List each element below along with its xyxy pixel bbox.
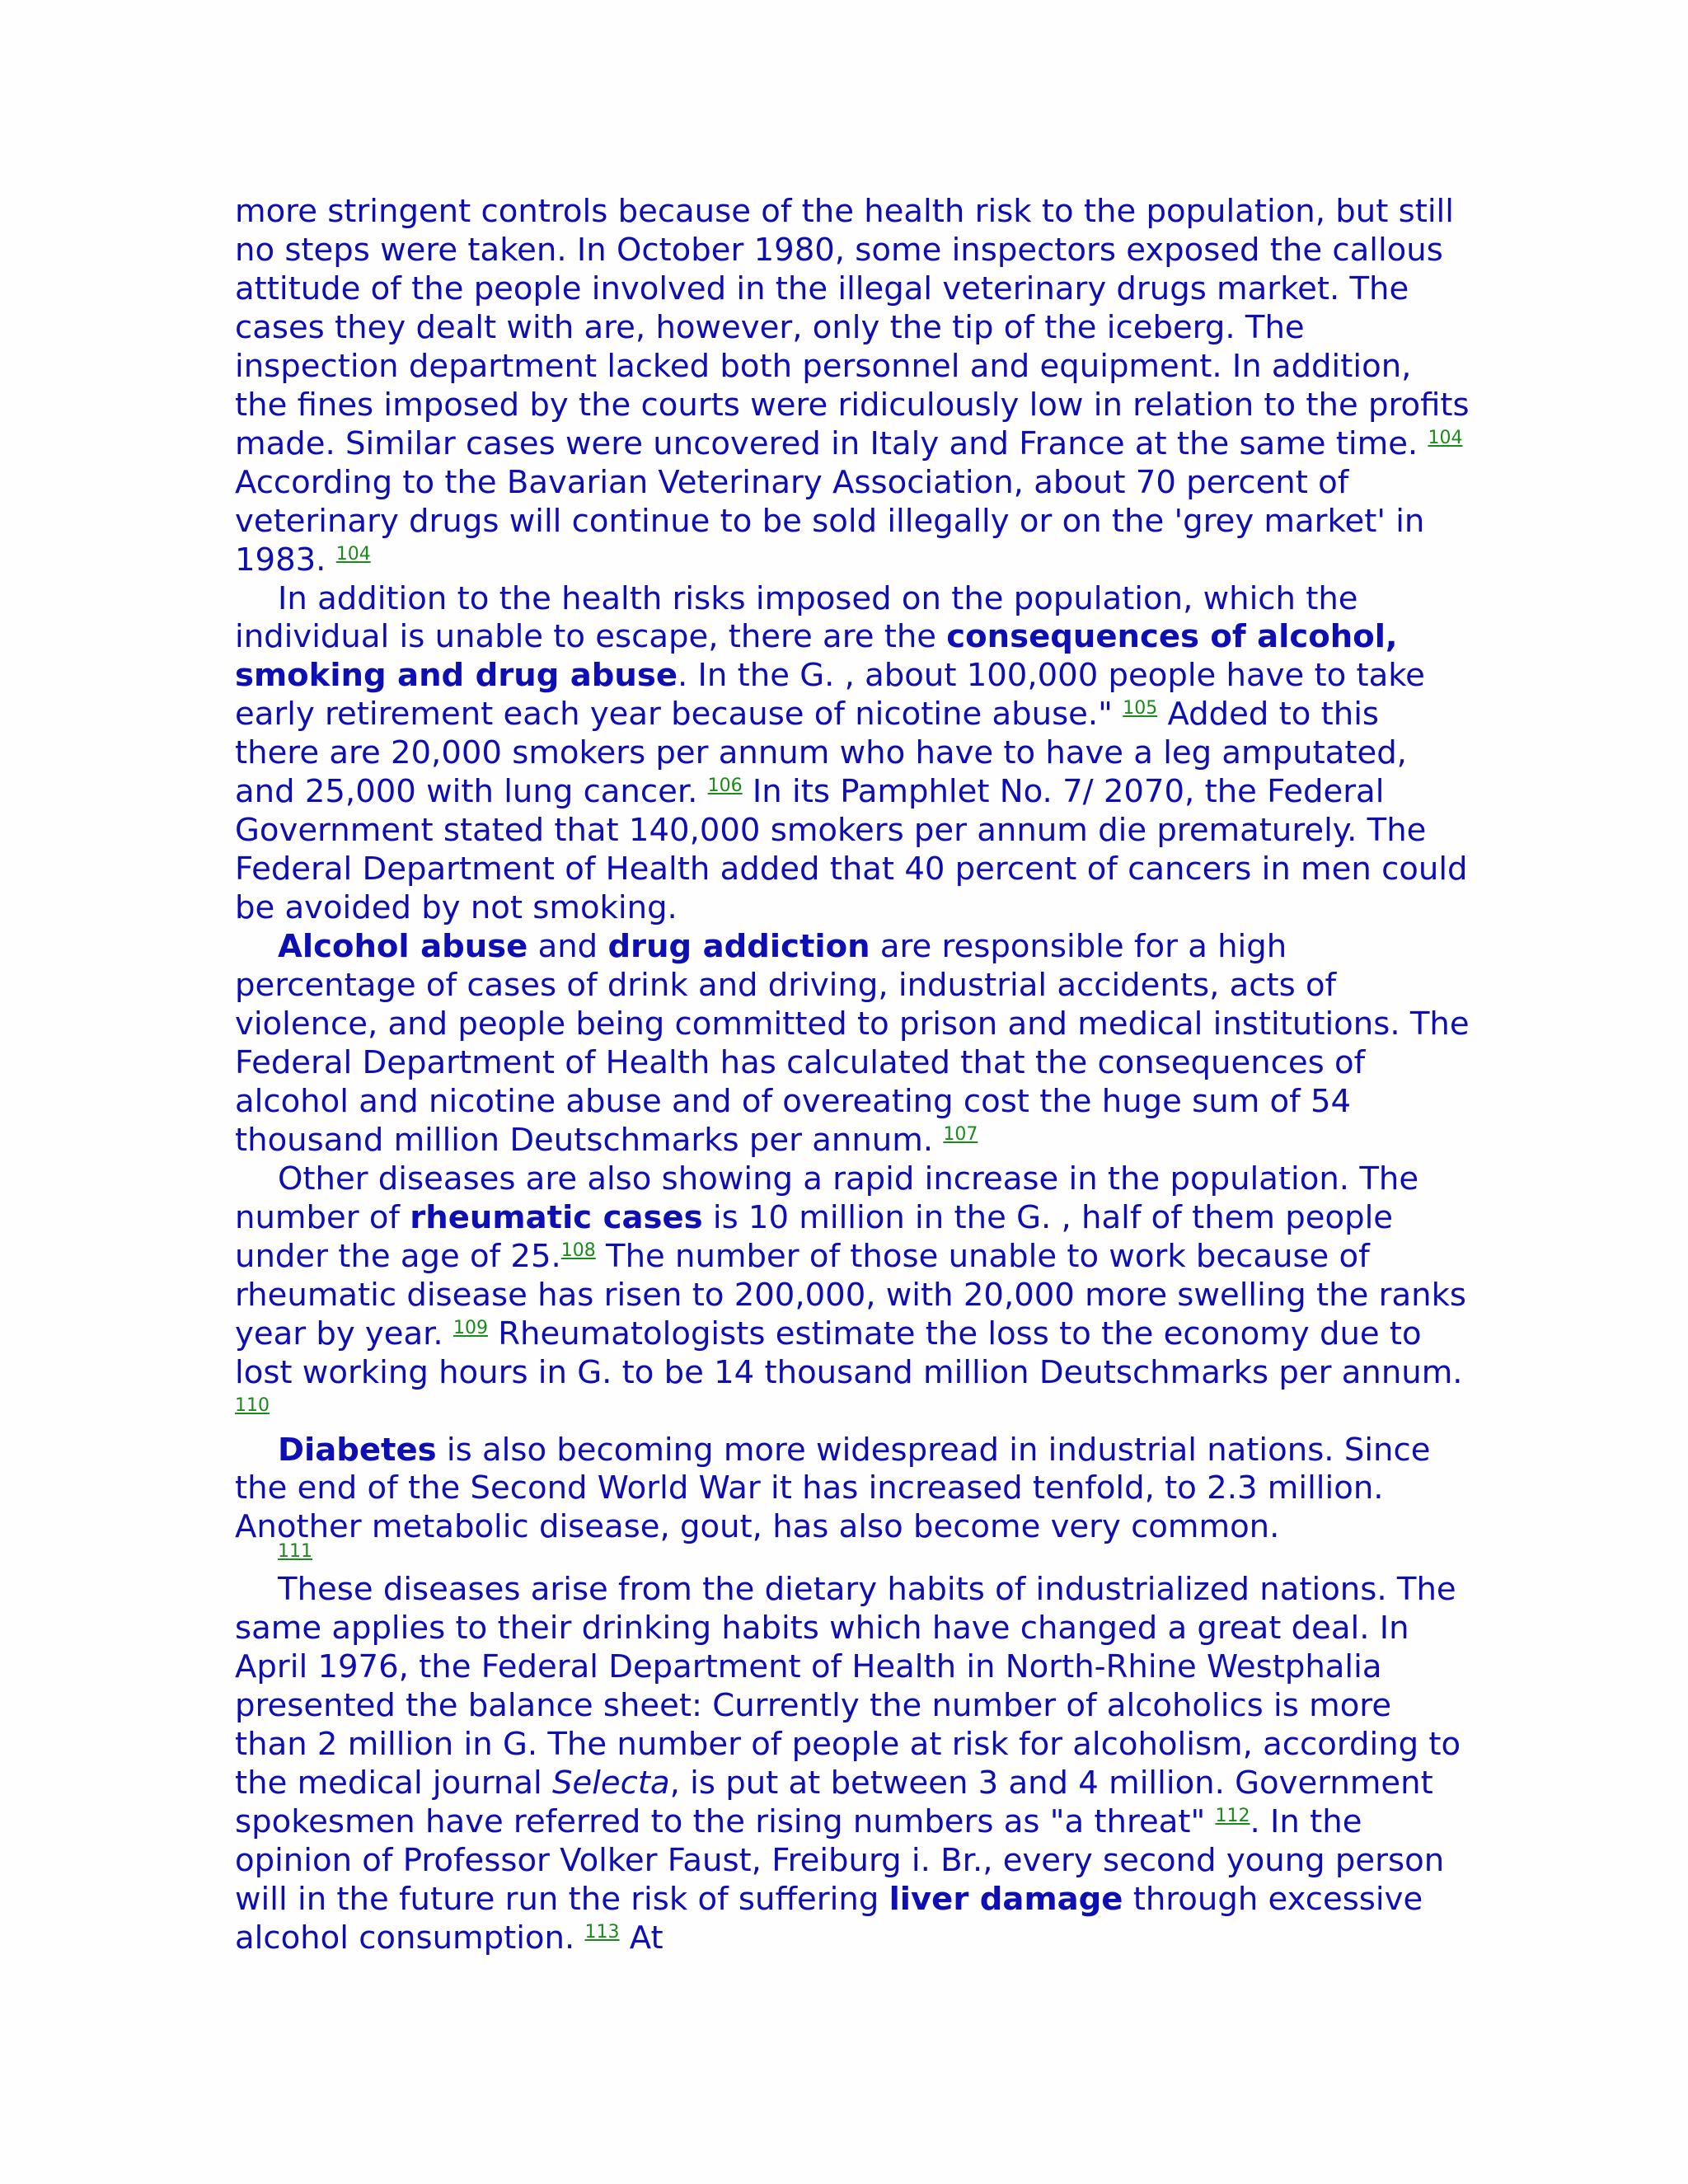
bold-term: Alcohol abuse	[278, 928, 528, 966]
paragraph-drinking-habits	[235, 1571, 1471, 1958]
paragraph-rheumatic	[235, 1160, 1471, 1432]
text: . In the opinion of Professor Volker Faust, Freiburg i. Br., every second young person will in the future run the risk of suffering	[235, 1803, 1445, 1918]
paragraph-alcohol-abuse	[235, 928, 1471, 1160]
text: , is put at between 3 and 4 million. Government spokesmen have referred to the rising numbers as "a threat"	[235, 1765, 1433, 1841]
text: . In the G. , about 100,000 people have to take early retirement each year because of nicotine abuse."	[235, 657, 1425, 733]
footnote-link[interactable]: 104	[1428, 427, 1463, 448]
bold-term: Diabetes	[278, 1431, 437, 1469]
footnote-link[interactable]: 107	[943, 1123, 978, 1145]
bold-term: consequences of alcohol, smoking and drug abuse	[235, 618, 1398, 695]
text: are responsible for a high percentage of cases of drink and driving, industrial accidents, acts of violence, and people being committed to prison and medical institutions. The Federal Department of Health has calculated that the consequences of alcohol and nicotine abuse and of overeating cost the huge sum of 54 thousand million Deutschmarks per annum.	[235, 928, 1470, 1159]
text: In its Pamphlet No. 7/ 2070, the Federal Government stated that 140,000 smokers per annum die prematurely. The Federal Department of Health added that 40 percent of cancers in men could be avoided by not smoking.	[235, 773, 1468, 927]
text: Added to this there are 20,000 smokers per annum who have to have a leg amputated, and 25,000 with lung cancer.	[235, 696, 1407, 811]
text: Other diseases are also showing a rapid increase in the population. The number of	[235, 1160, 1419, 1236]
text: Rheumatologists estimate the loss to the economy due to lost working hours in G. to be 14 thousand million Deutschmarks per annum.	[235, 1315, 1463, 1391]
bold-term: rheumatic cases	[410, 1198, 703, 1236]
italic-journal-title: Selecta	[551, 1765, 670, 1802]
footnote-link[interactable]: 109	[452, 1317, 488, 1338]
text: more stringent controls because of the health risk to the population, but still no steps were taken. In October 1980, some inspectors exposed the callous attitude of the people involved in the illegal veterinary drugs market. The cases they dealt with are, however, only the tip of the iceberg. The inspection department lacked both personnel and equipment. In addition, the fines imposed by the courts were ridiculously low in relation to the profits made. Similar cases were uncovered in Italy and France at the same time.	[235, 193, 1470, 462]
bold-term: liver damage	[889, 1880, 1123, 1918]
text: The number of those unable to work because of rheumatic disease has risen to 200,000, with 20,000 more swelling the ranks year by year.	[235, 1237, 1467, 1352]
text: At	[619, 1919, 663, 1957]
footnote-link[interactable]: 110	[235, 1394, 270, 1416]
footnote-link[interactable]: 111	[278, 1541, 312, 1563]
text: is also becoming more widespread in industrial nations. Since the end of the Second World War it has increased tenfold, to 2.3 million. Another metabolic disease, gout, has also become very common.	[235, 1431, 1431, 1546]
footnote-link[interactable]: 105	[1123, 698, 1158, 719]
footnote-link[interactable]: 113	[584, 1921, 620, 1943]
document-page	[235, 193, 1471, 1958]
paragraph-veterinary-drugs	[235, 193, 1471, 580]
paragraph-smoking	[235, 580, 1471, 929]
footnote-link[interactable]: 104	[335, 543, 371, 565]
text: through excessive alcohol consumption.	[235, 1880, 1423, 1957]
footnote-link[interactable]: 108	[560, 1240, 596, 1261]
text: In addition to the health risks imposed on the population, which the individual is unable to escape, there are the	[235, 579, 1358, 656]
text: According to the Bavarian Veterinary Association, about 70 percent of veterinary drugs will continue to be sold illegally or on the 'grey market' in 1983.	[235, 463, 1425, 579]
text: These diseases arise from the dietary habits of industrialized nations. The same applies to their drinking habits which have changed a great deal. In April 1976, the Federal Department of Health in North-Rhine Westphalia presented the balance sheet: Currently the number of alcoholics is more than 2 million in G. The number of people at risk for alcoholism, according to the medical journal	[235, 1571, 1461, 1802]
text: and	[528, 928, 608, 966]
paragraph-diabetes	[235, 1432, 1471, 1563]
text: is 10 million in the G. , half of them people under the age of 25.	[235, 1198, 1394, 1275]
footnote-link[interactable]: 112	[1215, 1806, 1250, 1827]
footnote-link[interactable]: 106	[707, 776, 743, 797]
bold-term: drug addiction	[607, 928, 870, 966]
